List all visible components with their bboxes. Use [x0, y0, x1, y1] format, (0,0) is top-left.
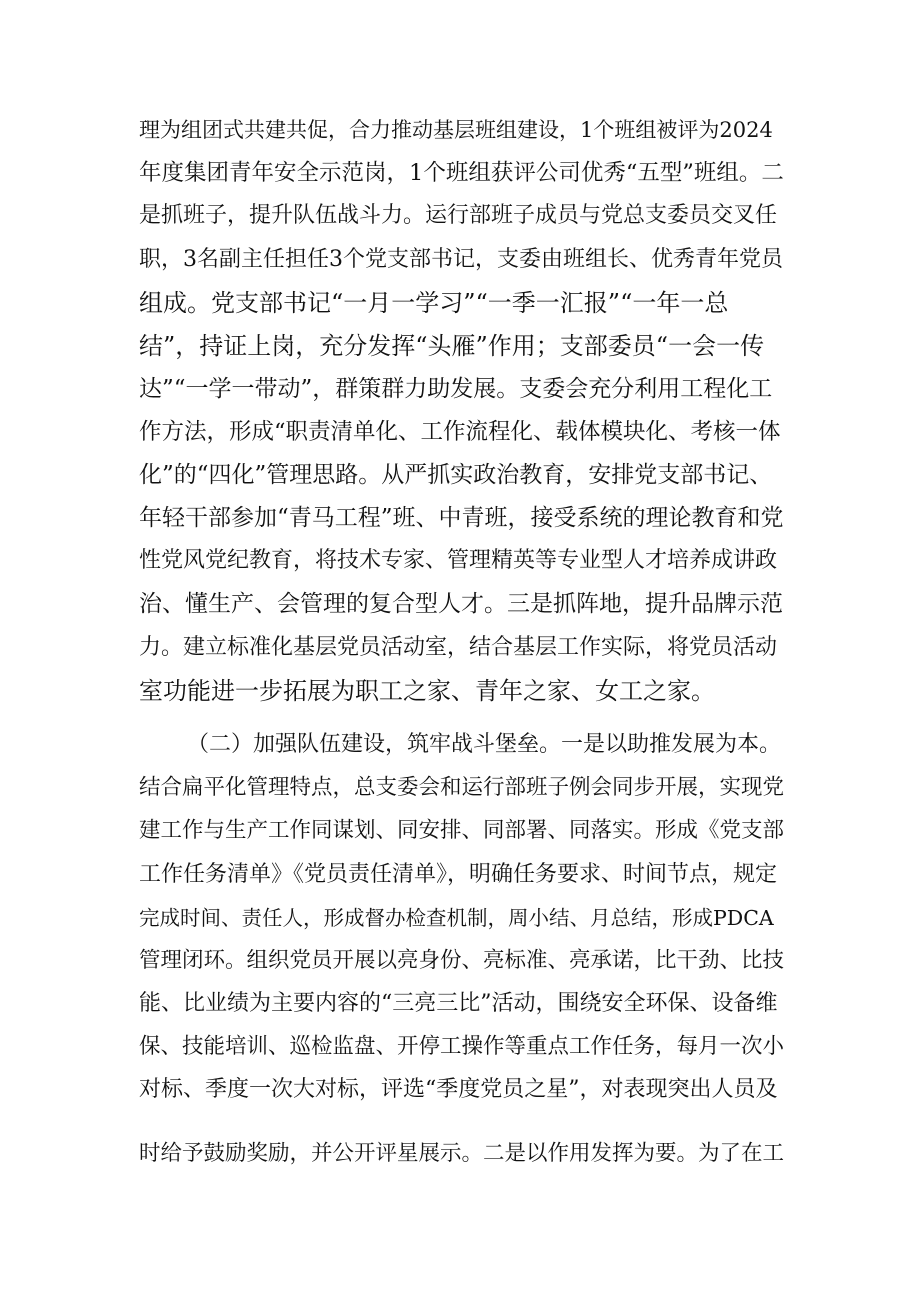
text-line: 管理闭环。组织党员开展以亮身份、亮标准、亮承诺，比干劲、比技 — [139, 948, 785, 973]
text-line: 是抓班子，提升队伍战斗力。运行部班子成员与党总支委员交叉任 — [139, 203, 778, 228]
text-line: 结合扁平化管理特点，总支委会和运行部班子例会同步开展，实现党 — [139, 775, 785, 800]
text-line: 年度集团青年安全示范岗，1个班组获评公司优秀“五型”班组。二 — [139, 160, 784, 186]
text-line: 完成时间、责任人，形成督办检查机制，周小结、月总结，形成PDCA — [139, 906, 774, 930]
text-line: 对标、季度一次大对标，评选“季度党员之星”，对表现突出人员及 — [139, 1077, 778, 1102]
text-line: 达”“一学一带动”，群策群力助发展。支委会充分利用工程化工 — [139, 376, 773, 402]
text-line: 理为组团式共建共促，合力推动基层班组建设，1个班组被评为2024 — [139, 118, 773, 142]
text-line: 能、比业绩为主要内容的“三亮三比”活动，围绕安全环保、设备维 — [139, 991, 778, 1016]
text-line: 年轻干部参加“青马工程”班、中青班，接受系统的理论教育和党 — [139, 505, 784, 531]
text-line: 职，3名副主任担任3个党支部书记，支委由班组长、优秀青年党员 — [139, 247, 783, 272]
text-line: 保、技能培训、巡检监盘、开停工操作等重点工作任务，每月一次小 — [139, 1034, 785, 1059]
text-line: 治、懂生产、会管理的复合型人才。三是抓阵地，提升品牌示范 — [139, 591, 783, 617]
text-line: 时给予鼓励奖励，并公开评星展示。二是以作用发挥为要。为了在工 — [139, 1141, 785, 1166]
text-line: 化”的“四化”管理思路。从严抓实政治教育，安排党支部书记、 — [139, 462, 773, 488]
text-line: 室功能进一步拓展为职工之家、青年之家、女工之家。 — [139, 677, 715, 705]
text-line: 力。建立标准化基层党员活动室，结合基层工作实际，将党员活动 — [139, 635, 778, 660]
text-line: 建工作与生产工作同谋划、同安排、同部署、同落实。形成《党支部 — [139, 818, 785, 843]
text-line: 工作任务清单》《党员责任清单》，明确任务要求、时间节点，规定 — [139, 862, 778, 887]
text-line: 作方法，形成“职责清单化、工作流程化、载体模块化、考核一体 — [139, 419, 781, 445]
section-heading-line: （二）加强队伍建设，筑牢战斗堡垒。一是以助推发展为本。 — [187, 732, 782, 757]
text-line: 结”，持证上岗，充分发挥“头雁”作用；支部委员“一会一传 — [139, 332, 765, 360]
text-line: 性党风党纪教育，将技术专家、管理精英等专业型人才培养成讲政 — [139, 548, 778, 573]
text-line: 组成。党支部书记“一月一学习”“一季一汇报”“一年一总 — [139, 289, 729, 317]
